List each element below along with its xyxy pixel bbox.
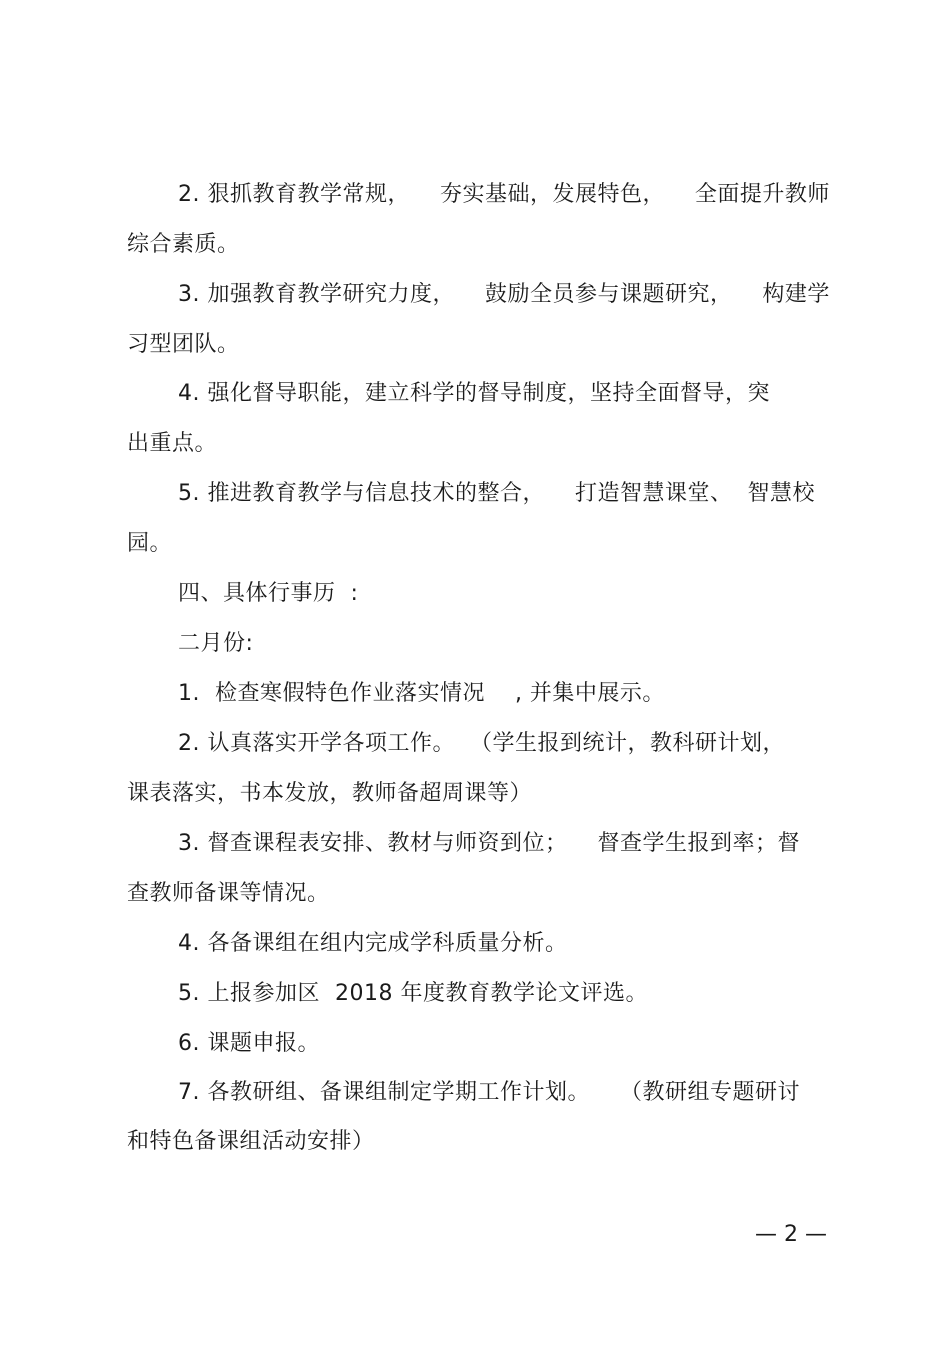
month-heading: 二月份:	[178, 631, 254, 656]
feb-item-4: 4. 各备课组在组内完成学科质量分析。	[178, 931, 568, 956]
feb-item-6: 6. 课题申报。	[178, 1031, 320, 1056]
feb-item-2-line-2: 课表落实，书本发放，教师备超周课等）	[127, 781, 533, 806]
feb-item-2-line-1: 2. 认真落实开学各项工作。 （学生报到统计，教科研计划，	[178, 731, 785, 756]
feb-item-1: 1. 检查寒假特色作业落实情况 , 并集中展示。	[178, 681, 665, 706]
item-3-line-2: 习型团队。	[127, 332, 240, 357]
item-4-line-1: 4. 强化督导职能，建立科学的督导制度，坚持全面督导，突	[178, 381, 770, 406]
section-heading: 四、具体行事历 :	[178, 581, 359, 606]
feb-item-7-line-1: 7. 各教研组、备课组制定学期工作计划。 （教研组专题研讨	[178, 1080, 800, 1105]
page-number: — 2 —	[755, 1222, 827, 1247]
feb-item-3-line-1: 3. 督查课程表安排、教材与师资到位； 督查学生报到率；督	[178, 831, 800, 856]
feb-item-7-line-2: 和特色备课组活动安排）	[127, 1129, 375, 1154]
item-2-line-1: 2. 狠抓教育教学常规， 夯实基础，发展特色， 全面提升教师	[178, 182, 830, 207]
item-4-line-2: 出重点。	[127, 431, 218, 456]
feb-item-3-line-2: 查教师备课等情况。	[127, 881, 330, 906]
item-2-line-2: 综合素质。	[127, 232, 240, 257]
item-5-line-1: 5. 推进教育教学与信息技术的整合， 打造智慧课堂、 智慧校	[178, 481, 815, 506]
feb-item-5: 5. 上报参加区 2018 年度教育教学论文评选。	[178, 981, 648, 1006]
item-5-line-2: 园。	[127, 531, 173, 556]
item-3-line-1: 3. 加强教育教学研究力度， 鼓励全员参与课题研究， 构建学	[178, 282, 830, 307]
